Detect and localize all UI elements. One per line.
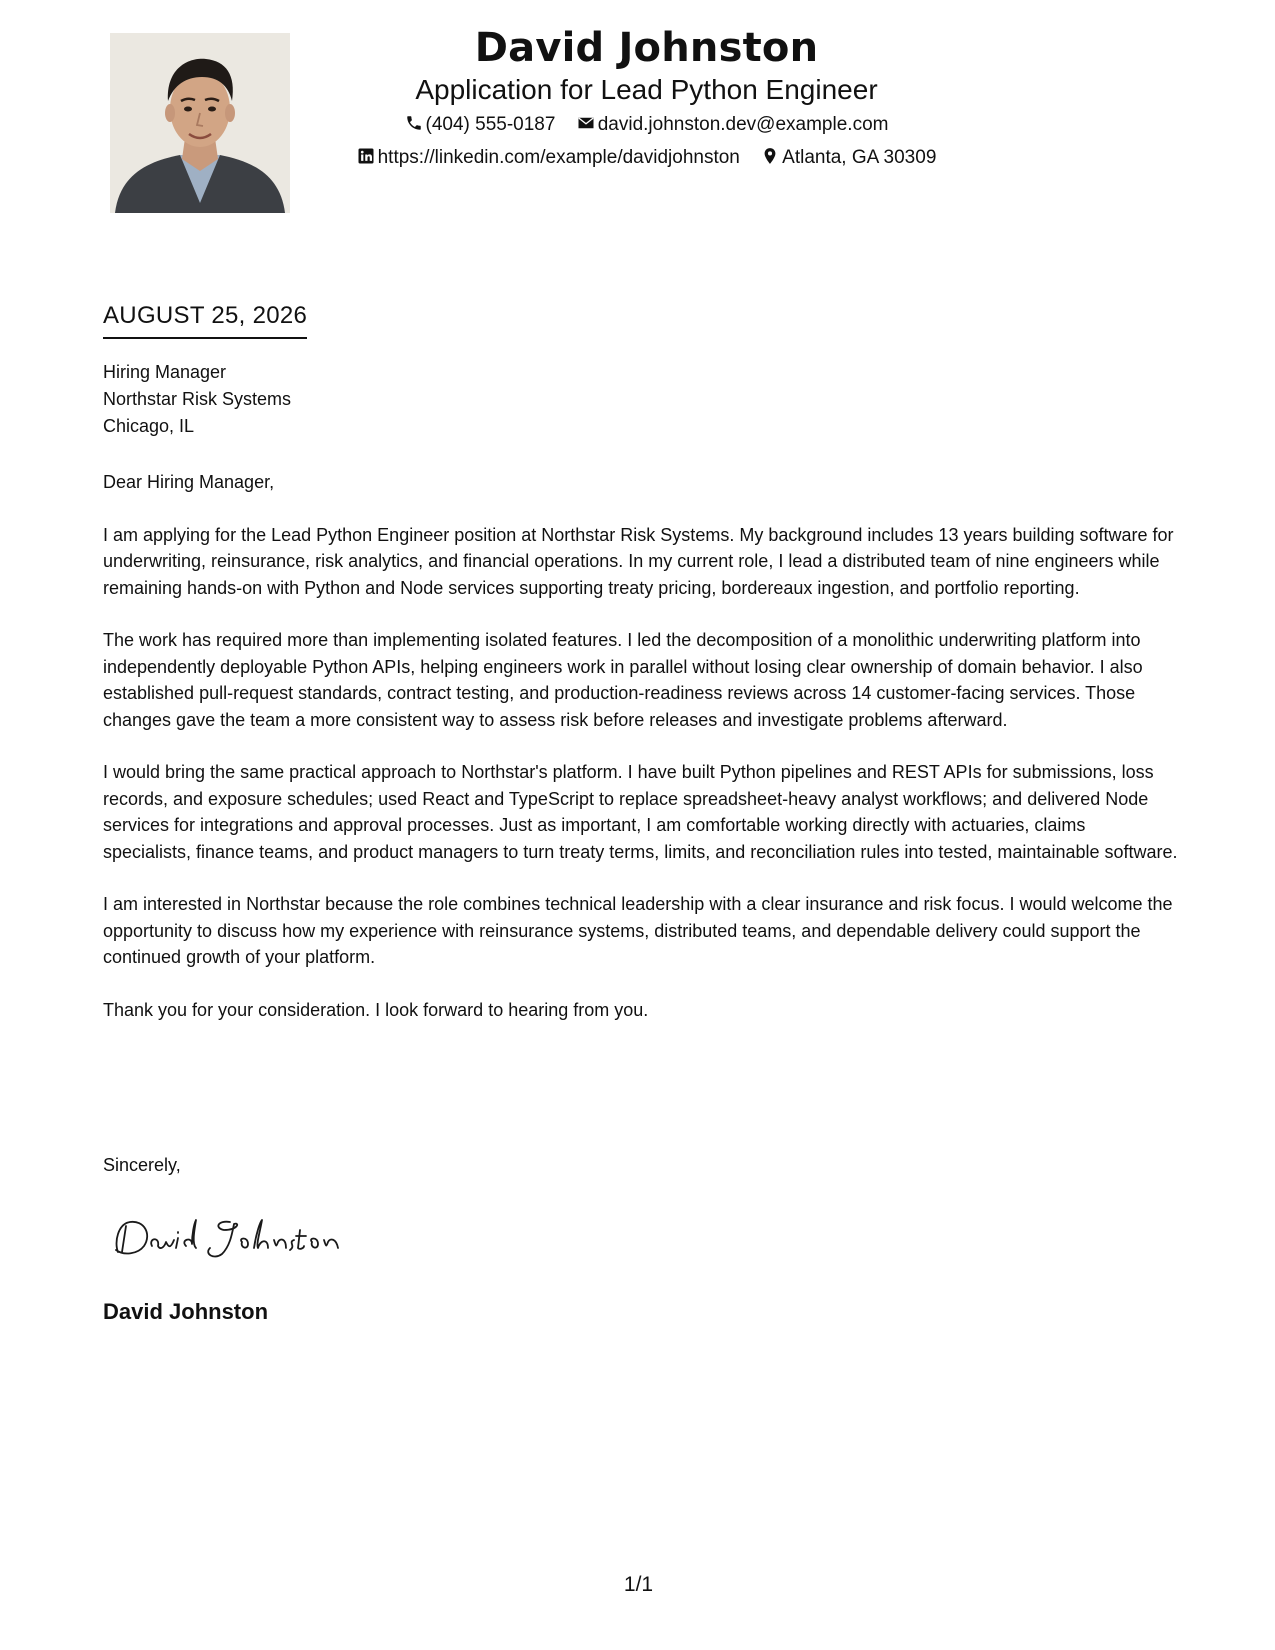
contact-location [761,145,936,171]
linkedin-icon [357,147,375,165]
contact-email[interactable] [577,112,889,138]
location-text: Atlanta, GA 30309 [782,147,937,168]
paragraph-introduction: I am applying for the Lead Python Engineer position at Northstar Risk Systems. My background includes 13 years building software for underwriting, reinsurance, risk analytics, and financial operations. In my current role, I lead a distributed team of nine engineers while remaining hands-on with Python and Node services supporting treaty pricing, bordereaux ingestion, and portfolio reporting. [103,524,1174,598]
email-text: david.johnston.dev@example.com [597,114,889,135]
closing: Sincerely, [103,1155,181,1175]
letter-date: AUGUST 25, 2026 [103,300,307,339]
paragraph-thanks: Thank you for your consideration. I look forward to hearing from you. [103,999,649,1020]
recipient-city: Chicago, IL [103,416,195,436]
map-marker-icon [761,147,779,165]
recipient-title: Hiring Manager [103,362,227,382]
phone-icon [405,114,423,132]
signer-name: David Johnston [103,1299,269,1324]
applicant-name: David Johnston [474,25,819,71]
letter-body [103,469,1178,1049]
phone-text: (404) 555-0187 [425,114,556,135]
page-number: 1/1 [623,1573,654,1596]
contact-row-secondary [0,145,1275,171]
linkedin-text: https://linkedin.com/example/davidjohnston [377,147,740,168]
recipient-company: Northstar Risk Systems [103,389,292,409]
paragraph-experience: The work has required more than implementing isolated features. I led the decomposition of a monolithic underwriting platform into independently deployable Python APIs, helping engineers work in parallel without losing clear ownership of domain behavior. I also established pull-request standards, contract testing, and production-readiness reviews across 14 customer-facing services. Those changes gave the team a more consistent way to assess risk before releases and investigate problems afterward. [103,630,1143,730]
envelope-icon [577,114,595,132]
contact-linkedin[interactable] [357,145,740,171]
contact-phone[interactable] [405,112,556,138]
paragraph-interest: I am interested in Northstar because the role combines technical leadership with a clear insurance and risk focus. I would welcome the opportunity to discuss how my experience with reinsurance systems, distributed teams, and dependable delivery could support the continued growth of your platform. [103,894,1173,967]
application-title: Application for Lead Python Engineer [415,74,878,105]
paragraph-approach: I would bring the same practical approach to Northstar's platform. I have built Python pipelines and REST APIs for submissions, loss records, and exposure schedules; used React and TypeScript to replace spreadsheet-heavy analyst workflows; and delivered Node services for integrations and approval processes. Just as important, I am comfortable working directly with actuaries, claims specialists, finance teams, and product managers to turn treaty terms, limits, and reconciliation rules into tested, maintainable software. [103,762,1178,862]
salutation: Dear Hiring Manager, [103,472,275,492]
contact-row-primary [0,112,1275,138]
recipient-block [103,359,291,440]
handwritten-signature [108,1212,368,1262]
